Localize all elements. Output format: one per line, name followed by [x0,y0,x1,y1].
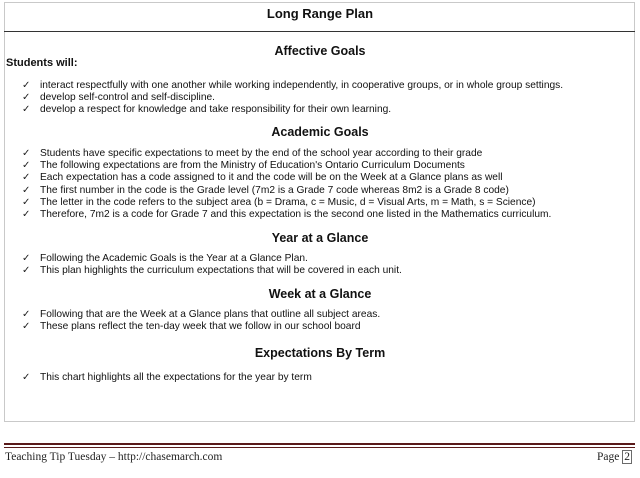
check-icon: ✓ [22,148,31,159]
academic-goals-list [22,148,551,221]
heading-year-at-a-glance: Year at a Glance [271,231,369,245]
list-item: ✓ This plan highlights the curriculum expectations that will be covered in each unit. [22,265,402,277]
list-item: ✓ The letter in the code refers to the subject area (b = Drama, c = Music, d = Visual Arts, m = Math, s = Science) [22,196,536,208]
list-item: ✓ The following expectations are from the Ministry of Education's Ontario Curriculum Documents [22,160,465,172]
students-will-label: Students will: [6,57,78,69]
list-item: ✓ Following the Academic Goals is the Year at a Glance Plan. [22,253,308,264]
list-item: ✓ This chart highlights all the expectations for the year by term [22,372,312,383]
heading-affective-goals: Affective Goals [274,44,366,58]
page-number: 2 [624,451,630,463]
heading-expectations-by-term: Expectations By Term [254,346,386,360]
affective-goals-list [22,80,563,117]
list-item: ✓ interact respectfully with one another while working independently, in cooperative groups, or in whole group settings. [22,80,564,91]
heading-academic-goals: Academic Goals [271,125,369,139]
check-icon: ✓ [22,253,31,264]
check-icon: ✓ [22,92,31,104]
check-icon: ✓ [22,172,31,184]
footer-divider-thin [4,447,635,448]
check-icon: ✓ [22,209,31,221]
footer-page [597,451,632,463]
list-item: ✓ These plans reflect the ten-day week that we follow in our school board [22,321,361,333]
title-divider [4,31,635,32]
list-item: ✓ develop self-control and self-discipline. [22,92,215,104]
expectations-by-term-list [22,372,312,384]
list-item: ✓ Students have specific expectations to meet by the end of the school year according to their grade [22,148,483,159]
check-icon: ✓ [22,372,31,383]
check-icon: ✓ [22,309,31,320]
footer-divider [4,443,635,445]
check-icon: ✓ [22,265,31,277]
page-label: Page [597,451,620,463]
check-icon: ✓ [22,184,31,196]
list-item: ✓ The first number in the code is the Grade level (7m2 is a Grade 7 code whereas 8m2 is a Grade 8 code) [22,184,509,196]
document-title: Long Range Plan [266,6,374,21]
list-item: ✓ Following that are the Week at a Glance plans that outline all subject areas. [22,309,381,320]
heading-week-at-a-glance: Week at a Glance [268,287,372,301]
check-icon: ✓ [22,196,31,208]
list-item: ✓ Therefore, 7m2 is a code for Grade 7 and this expectation is the second one listed in the Mathematics curriculum. [22,209,552,221]
footer-text: Teaching Tip Tuesday – http://chasemarch.com [5,451,223,463]
check-icon: ✓ [22,80,31,91]
year-at-a-glance-list [22,253,402,277]
list-item: ✓ develop a respect for knowledge and take responsibility for their own learning. [22,104,392,116]
check-icon: ✓ [22,321,31,333]
list-item: ✓ Each expectation has a code assigned to it and the code will be on the Week at a Glance plans as well [22,172,503,184]
check-icon: ✓ [22,160,31,172]
check-icon: ✓ [22,104,31,116]
week-at-a-glance-list [22,309,380,333]
